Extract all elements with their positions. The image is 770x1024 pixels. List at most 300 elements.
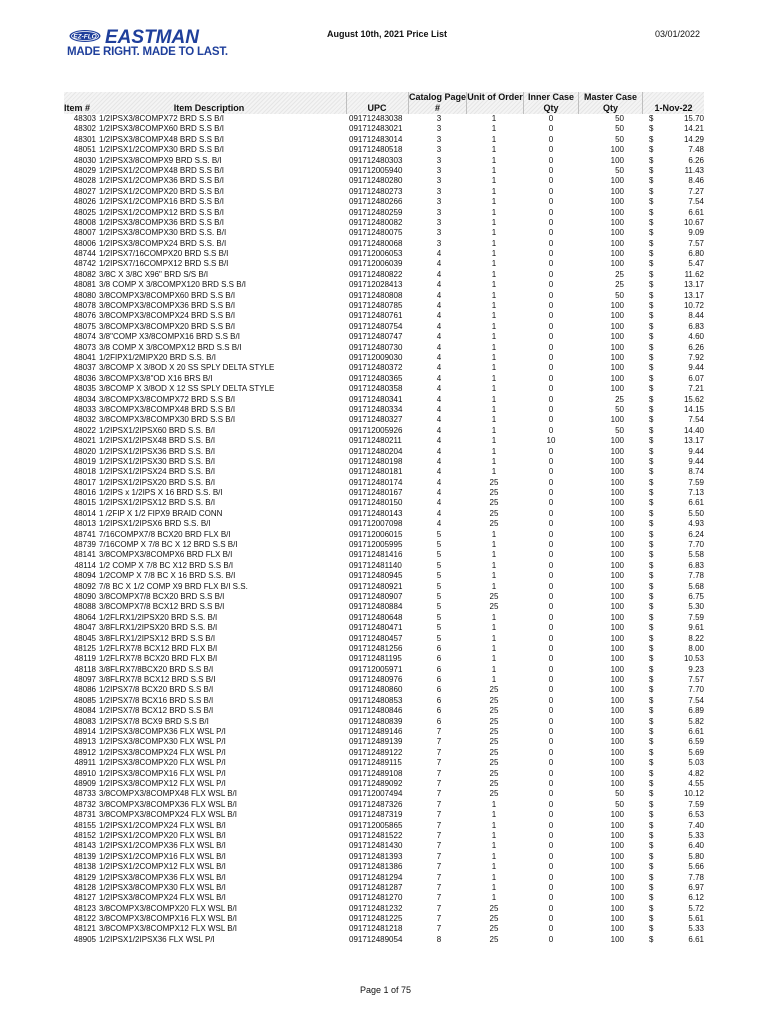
upc-code: 091712480204 [349,446,403,456]
inner-case-qty: 0 [548,581,554,591]
currency-symbol: $ [649,747,654,757]
upc-code: 091712481218 [349,924,403,934]
item-description: 1/2IPSX1/2IPSX12 BRD S.S. B/I [99,498,216,508]
master-case-qty: 100 [610,685,624,695]
unit-of-order: 1 [491,675,497,685]
price: 4.93 [688,519,704,529]
upc-code: 091712480341 [349,394,403,404]
currency-symbol: $ [649,758,654,768]
master-case-qty: 100 [610,145,624,155]
item-number: 48080 [73,290,96,300]
item-number: 48910 [73,768,96,778]
currency-symbol: $ [649,114,654,123]
master-case-qty: 100 [610,540,624,550]
price: 5.30 [688,602,704,612]
item-description: 3/8COMPX3/8COMPX16 FLX WSL B/I [99,914,237,924]
inner-case-qty: 0 [548,259,554,269]
price: 7.21 [688,384,704,394]
item-description: 1/2IPSX3/8COMPX12 FLX WSL P/I [99,779,226,788]
unit-of-order: 25 [489,716,499,726]
item-description: 1/2COMP X 7/8 BC X 16 BRD S.S. B/I [99,571,236,581]
table-row [64,426,714,436]
currency-symbol: $ [649,134,654,144]
table-row [64,311,714,321]
catalog-page: 4 [436,508,442,518]
inner-case-qty: 0 [548,352,554,362]
item-description: 1/2IPSX1/2COMPX48 BRD S.S B/I [99,165,224,175]
price: 6.12 [688,893,704,903]
inner-case-qty: 0 [548,217,554,227]
item-description: 3/8COMPX3/8COMPX24 FLX WSL B/I [99,810,237,820]
inner-case-qty: 0 [548,540,554,550]
upc-code: 091712489092 [349,779,403,788]
catalog-page: 7 [436,903,442,913]
price: 6.59 [688,737,704,747]
item-description: 1/2IPSX1/2IPSX30 BRD S.S. B/I [99,456,216,466]
master-case-qty: 100 [610,882,624,892]
item-description: 1/2IPSX1/2COMPX12 BRD S.S B/I [99,207,224,217]
item-number: 48014 [73,508,96,518]
item-description: 1/2IPSX3/8COMPX24 FLX WSL P/I [99,747,226,757]
item-number: 48912 [73,747,96,757]
unit-of-order: 1 [491,436,497,446]
currency-symbol: $ [649,321,654,331]
catalog-page: 4 [436,467,442,477]
master-case-qty: 100 [610,311,624,321]
price: 7.54 [688,695,704,705]
table-row [64,748,714,758]
upc-code: 091712480648 [349,612,403,622]
unit-of-order: 1 [491,810,497,820]
item-description: 3/8FLRX1/2IPSX12 BRD S.S B/I [99,633,216,643]
table-row [64,457,714,467]
item-description: 3/8FLRX7/8 BCX12 BRD S.S B/I [99,675,216,685]
currency-symbol: $ [649,498,654,508]
brand-sub-text: EZ-FLO [73,33,97,41]
currency-symbol: $ [649,477,654,487]
upc-code: 091712005940 [349,165,403,175]
table-row [64,218,714,228]
table-row [64,582,714,592]
item-description: 3/8COMPX3/8COMPX36 BRD S.S B/I [99,301,236,311]
catalog-page: 3 [436,238,442,248]
upc-code: 091712481416 [349,550,403,560]
unit-of-order: 1 [491,893,497,903]
currency-symbol: $ [649,352,654,362]
currency-symbol: $ [649,591,654,601]
upc-code: 091712005865 [349,820,403,830]
inner-case-qty: 0 [548,924,554,934]
item-description: 1 /2FIP X 1/2 FIPX9 BRAID CONN [99,508,223,518]
upc-code: 091712480785 [349,301,403,311]
catalog-page: 7 [436,872,442,882]
currency-symbol: $ [649,446,654,456]
unit-of-order: 1 [491,799,497,809]
unit-of-order: 1 [491,311,497,321]
table-row [64,904,714,914]
item-number: 48138 [73,862,96,872]
item-number: 48092 [73,581,96,591]
catalog-page: 3 [436,155,442,165]
upc-code: 091712481386 [349,862,403,872]
table-row [64,592,714,602]
upc-code: 091712480976 [349,675,403,685]
upc-code: 091712006039 [349,259,403,269]
price: 9.09 [688,228,704,238]
table-row [64,197,714,207]
master-case-qty: 100 [610,706,624,716]
item-description: 3/8FLRX1/2IPSX20 BRD S.S. B/I [99,623,218,633]
upc-code: 091712489054 [349,934,403,944]
upc-code: 091712007494 [349,789,403,799]
item-number: 48074 [73,332,96,342]
inner-case-qty: 0 [548,363,554,373]
unit-of-order: 25 [489,768,499,778]
master-case-qty: 50 [615,134,624,144]
unit-of-order: 1 [491,134,497,144]
catalog-page: 7 [436,747,442,757]
col-item-header: Item # [63,103,90,113]
item-description: 3/8"COMP X3/8COMPX16 BRD S.S B/I [99,332,240,342]
item-description: 3/8COMPX7/8 BCX20 BRD S.S B/I [99,591,225,601]
price: 8.74 [688,467,704,477]
table-row [64,124,714,134]
item-number: 48083 [73,716,96,726]
price: 6.97 [688,882,704,892]
master-case-qty: 25 [615,269,624,279]
master-case-qty: 100 [610,633,624,643]
item-description: 3/8COMPX3/8"OD X16 BRS B/I [99,373,213,383]
master-case-qty: 100 [610,903,624,913]
table-row [64,924,714,934]
master-case-qty: 100 [610,498,624,508]
price: 4.82 [688,768,704,778]
item-description: 1/2IPSX1/2COMPX30 BRD S.S B/I [99,145,224,155]
table-row [64,883,714,893]
unit-of-order: 1 [491,643,497,653]
table-row [64,634,714,644]
unit-of-order: 1 [491,259,497,269]
catalog-page: 4 [436,363,442,373]
catalog-page: 6 [436,675,442,685]
upc-code: 091712480150 [349,498,403,508]
item-description: 3/8COMPX3/8COMPX72 BRD S.S B/I [99,394,236,404]
catalog-page: 5 [436,581,442,591]
currency-symbol: $ [649,269,654,279]
price: 5.47 [688,259,704,269]
currency-symbol: $ [649,581,654,591]
currency-symbol: $ [649,197,654,207]
item-description: 3/8FLRX7/8BCX20 BRD S.S B/I [99,664,214,674]
inner-case-qty: 0 [548,488,554,498]
upc-code: 091712481270 [349,893,403,903]
item-number: 48123 [73,903,96,913]
catalog-page: 4 [436,415,442,425]
item-number: 48118 [74,664,96,674]
master-case-qty: 100 [610,508,624,518]
upc-code: 091712480471 [349,623,403,633]
catalog-page: 4 [436,498,442,508]
master-case-qty: 100 [610,217,624,227]
table-row [64,654,714,664]
col-upc-header: UPC [367,103,387,113]
catalog-page: 4 [436,446,442,456]
table-row [64,779,714,789]
upc-code: 091712480457 [349,633,403,643]
catalog-page: 4 [436,436,442,446]
upc-code: 091712028413 [349,280,403,290]
master-case-qty: 50 [615,799,624,809]
currency-symbol: $ [649,560,654,570]
master-case-qty: 25 [615,394,624,404]
price: 9.61 [688,623,704,633]
price: 15.62 [683,394,704,404]
price: 6.61 [688,498,704,508]
item-number: 48007 [73,228,96,238]
master-case-qty: 50 [615,165,624,175]
item-number: 48019 [73,456,96,466]
item-description: 1/2IPSX1/2IPSX60 BRD S.S. B/I [99,425,216,435]
master-case-qty: 100 [610,332,624,342]
inner-case-qty: 0 [548,623,554,633]
unit-of-order: 1 [491,352,497,362]
table-row [64,769,714,779]
master-case-qty: 100 [610,560,624,570]
item-number: 48152 [73,830,96,840]
item-description: 1/2IPSX1/2IPSX24 BRD S.S. B/I [99,467,216,477]
upc-code: 091712480198 [349,456,403,466]
catalog-page: 5 [436,529,442,539]
item-number: 48913 [73,737,96,747]
upc-code: 091712480761 [349,311,403,321]
inner-case-qty: 0 [548,654,554,664]
table-row [64,405,714,415]
price: 14.40 [683,425,704,435]
inner-case-qty: 0 [548,238,554,248]
item-number: 48015 [73,498,96,508]
currency-symbol: $ [649,550,654,560]
price: 6.26 [688,155,704,165]
item-number: 48081 [73,280,96,290]
unit-of-order: 1 [491,373,497,383]
item-description: 3/8COMPX3/8COMPX6 BRD FLX B/I [99,550,233,560]
catalog-page: 4 [436,311,442,321]
upc-code: 091712489115 [349,758,402,768]
master-case-qty: 100 [610,456,624,466]
item-description: 3/8COMPX3/8COMPX20 BRD S.S B/I [99,321,236,331]
catalog-page: 7 [436,799,442,809]
item-number: 48122 [73,914,96,924]
table-row [64,685,714,695]
unit-of-order: 25 [489,519,499,529]
price: 7.57 [688,238,704,248]
unit-of-order: 25 [489,508,499,518]
item-description: 1/2FLRX7/8 BCX20 BRD FLX B/I [99,654,218,664]
item-description: 1/2IPSX3/8COMPX36 FLX WSL P/I [99,727,226,737]
price: 7.54 [688,415,704,425]
currency-symbol: $ [649,799,654,809]
item-description: 1/2IPSX3/8COMPX36 BRD S.S B/I [99,217,224,227]
item-number: 48086 [73,685,96,695]
catalog-page: 7 [436,893,442,903]
table-row [64,800,714,810]
master-case-qty: 100 [610,581,624,591]
table-row [64,509,714,519]
currency-symbol: $ [649,425,654,435]
catalog-page: 5 [436,560,442,570]
inner-case-qty: 0 [548,716,554,726]
item-description: 1/2IPSX1/2IPSX36 FLX WSL P/I [99,934,215,944]
table-row [64,498,714,508]
inner-case-qty: 0 [548,332,554,342]
master-case-qty: 100 [610,373,624,383]
inner-case-qty: 0 [548,197,554,207]
item-number: 48911 [74,758,96,768]
item-number: 48032 [73,415,96,425]
upc-code: 091712481287 [349,882,403,892]
catalog-page: 7 [436,862,442,872]
unit-of-order: 25 [489,779,499,788]
item-description: 1/2IPSX3/8COMPX72 BRD S.S B/I [99,114,224,123]
upc-code: 091712480327 [349,415,403,425]
item-number: 48090 [73,591,96,601]
upc-code: 091712480174 [349,477,403,487]
currency-symbol: $ [649,830,654,840]
currency-symbol: $ [649,643,654,653]
price: 5.33 [688,924,704,934]
catalog-page: 6 [436,654,442,664]
price: 14.21 [683,124,704,134]
item-number: 48094 [73,571,96,581]
currency-symbol: $ [649,924,654,934]
item-number: 48075 [73,321,96,331]
currency-symbol: $ [649,238,654,248]
price: 13.17 [683,290,704,300]
price: 9.44 [688,456,704,466]
master-case-qty: 100 [610,716,624,726]
master-case-qty: 100 [610,654,624,664]
unit-of-order: 1 [491,529,497,539]
price: 5.68 [688,581,704,591]
catalog-page: 8 [436,934,442,944]
catalog-page: 6 [436,716,442,726]
inner-case-qty: 0 [548,872,554,882]
inner-case-qty: 0 [548,612,554,622]
table-row [64,374,714,384]
master-case-qty: 100 [610,519,624,529]
inner-case-qty: 0 [548,134,554,144]
catalog-page: 6 [436,706,442,716]
master-case-qty: 100 [610,851,624,861]
catalog-page: 5 [436,571,442,581]
catalog-page: 6 [436,643,442,653]
unit-of-order: 1 [491,841,497,851]
col-price-header: 1-Nov-22 [654,103,693,113]
item-number: 48008 [73,217,96,227]
upc-code: 091712005995 [349,540,403,550]
unit-of-order: 1 [491,363,497,373]
currency-symbol: $ [649,124,654,134]
master-case-qty: 100 [610,207,624,217]
item-number: 48914 [73,727,96,737]
unit-of-order: 1 [491,415,497,425]
inner-case-qty: 0 [548,779,554,788]
catalog-page: 4 [436,352,442,362]
inner-case-qty: 0 [548,176,554,186]
item-number: 48006 [73,238,96,248]
catalog-page: 4 [436,332,442,342]
currency-symbol: $ [649,654,654,664]
item-number: 48017 [73,477,96,487]
inner-case-qty: 0 [548,290,554,300]
price: 5.61 [688,914,704,924]
price: 5.69 [688,747,704,757]
price: 9.44 [688,363,704,373]
table-row [64,758,714,768]
catalog-page: 4 [436,404,442,414]
master-case-qty: 100 [610,893,624,903]
item-number: 48016 [73,488,96,498]
unit-of-order: 1 [491,290,497,300]
master-case-qty: 100 [610,384,624,394]
unit-of-order: 25 [489,706,499,716]
inner-case-qty: 0 [548,747,554,757]
catalog-page: 6 [436,695,442,705]
master-case-qty: 50 [615,124,624,134]
catalog-page: 7 [436,820,442,830]
inner-case-qty: 0 [548,914,554,924]
unit-of-order: 1 [491,446,497,456]
unit-of-order: 1 [491,269,497,279]
price: 6.61 [688,727,704,737]
unit-of-order: 25 [489,488,499,498]
inner-case-qty: 0 [548,394,554,404]
master-case-qty: 100 [610,228,624,238]
currency-symbol: $ [649,862,654,872]
currency-symbol: $ [649,685,654,695]
unit-of-order: 1 [491,425,497,435]
unit-of-order: 25 [489,747,499,757]
master-case-qty: 100 [610,436,624,446]
upc-code: 091712480075 [349,228,403,238]
table-row [64,613,714,623]
item-number: 48139 [73,851,96,861]
price: 8.22 [688,633,704,643]
price: 6.53 [688,810,704,820]
inner-case-qty: 0 [548,851,554,861]
inner-case-qty: 0 [548,456,554,466]
item-number: 48121 [73,924,96,934]
upc-code: 091712480754 [349,321,403,331]
price: 6.80 [688,249,704,259]
table-row [64,395,714,405]
col-master-header: Master Case Qty [583,92,638,113]
unit-of-order: 1 [491,155,497,165]
table-row [64,353,714,363]
unit-of-order: 1 [491,540,497,550]
currency-symbol: $ [649,789,654,799]
master-case-qty: 100 [610,550,624,560]
master-case-qty: 100 [610,695,624,705]
currency-symbol: $ [649,529,654,539]
currency-symbol: $ [649,228,654,238]
table-row [64,332,714,342]
currency-symbol: $ [649,716,654,726]
upc-code: 091712489108 [349,768,403,778]
catalog-page: 4 [436,342,442,352]
table-row [64,831,714,841]
item-number: 48064 [73,612,96,622]
